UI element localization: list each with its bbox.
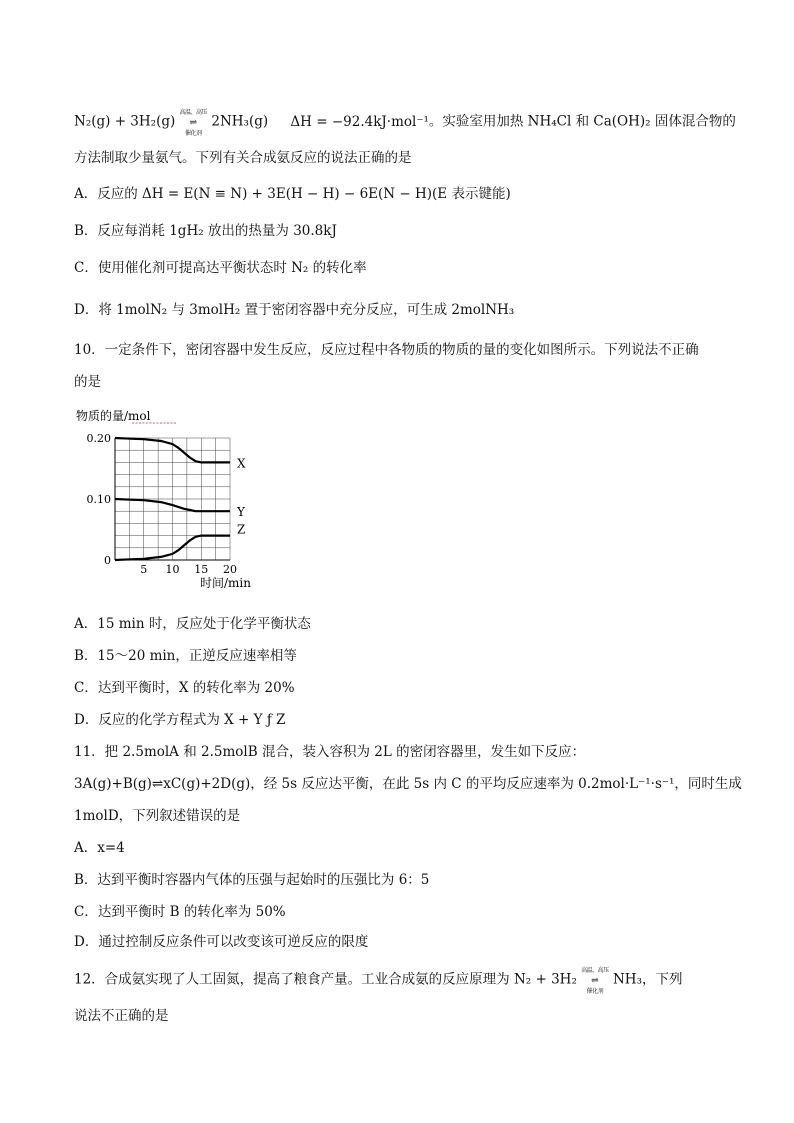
x-tick-label: 5	[140, 563, 148, 576]
q9-option-b: B．反应每消耗 1gH₂ 放出的热量为 30.8kJ	[74, 223, 337, 239]
x-tick-label: 15	[194, 563, 209, 576]
q11-option-c: C．达到平衡时 B 的转化率为 50%	[74, 904, 286, 920]
x-tick-label: 10	[165, 563, 180, 576]
arrow-condition-bottom: 催化剂	[586, 988, 604, 995]
q12-stem-line1	[74, 964, 682, 996]
y-tick-label: 0.10	[86, 493, 111, 506]
series-label-z: Z	[237, 522, 246, 537]
reversible-arrow	[180, 106, 208, 138]
q12-stem-start: 12．合成氨实现了人工固氮，提高了粮食产量。工业合成氨的反应原理为 N₂ + 3H₂	[74, 971, 577, 988]
q9-option-d: D．将 1molN₂ 与 3molH₂ 置于密闭容器中充分反应，可生成 2molNH₃	[74, 302, 515, 318]
chart-xlabel: 时间/min	[200, 576, 251, 590]
series-label-y: Y	[237, 505, 245, 520]
q9-eq-right: 2NH₃(g)	[211, 113, 269, 130]
q9-stem-cont: 。实验室用加热 NH₄Cl 和 Ca(OH)₂ 固体混合物的	[428, 113, 736, 130]
q11-stem-line1: 11．把 2.5molA 和 2.5molB 混合，装入容积为 2L 的密闭容器里，发生如下反应：	[74, 744, 586, 760]
q9-option-c: C．使用催化剂可提高达平衡状态时 N₂ 的转化率	[74, 260, 367, 276]
q10-option-c: C．达到平衡时，X 的转化率为 20%	[74, 680, 295, 696]
arrow-condition-top: 高温、高压	[581, 967, 609, 974]
q11-stem-line3: 1molD，下列叙述错误的是	[74, 808, 241, 824]
q9-eq-left: N₂(g) + 3H₂(g)	[74, 113, 176, 130]
chart-svg	[70, 405, 270, 595]
q11-option-a: A．x=4	[74, 840, 125, 856]
y-tick-label: 0	[104, 554, 111, 567]
q11-stem-line2: 3A(g)+B(g)⇌xC(g)+2D(g)，经 5s 反应达平衡，在此 5s 内 C 的平均反应速率为 0.2mol·L⁻¹·s⁻¹，同时生成	[74, 776, 742, 792]
arrow-condition-top: 高温、高压	[179, 109, 208, 116]
q10-option-d: D．反应的化学方程式为 X + Y ƒ Z	[74, 712, 286, 728]
y-tick-label: 0.20	[86, 432, 111, 445]
reversible-arrow	[581, 964, 609, 996]
q10-option-b: B．15～20 min，正逆反应速率相等	[74, 648, 297, 664]
equilibrium-arrow-icon: ⇌	[591, 976, 599, 986]
q11-option-b: B．达到平衡时容器内气体的压强与起始时的压强比为 6：5	[74, 872, 430, 888]
arrow-condition-bottom: 催化剂	[185, 130, 202, 137]
q9-option-a: A．反应的 ΔH = E(N ≡ N) + 3E(H − H) − 6E(N − H)(E 表示键能)	[74, 186, 511, 202]
equilibrium-arrow-icon: ⇌	[189, 118, 198, 128]
q10-stem-line2: 的是	[74, 374, 101, 390]
q9-equation-line	[74, 106, 736, 138]
q9-stem-line2: 方法制取少量氨气。下列有关合成氨反应的说法正确的是	[74, 150, 412, 166]
q10-option-a: A．15 min 时，反应处于化学平衡状态	[74, 616, 311, 632]
q11-option-d: D．通过控制反应条件可以改变该可逆反应的限度	[74, 934, 369, 950]
q12-stem-end: NH₃，下列	[612, 971, 683, 988]
chart-ylabel: 物质的量/mol	[76, 409, 151, 423]
q9-delta-h: ΔH = −92.4kJ·mol⁻¹	[290, 113, 429, 130]
series-label-x: X	[237, 456, 246, 471]
amount-vs-time-chart	[70, 405, 270, 595]
q10-stem-line1: 10．一定条件下，密闭容器中发生反应，反应过程中各物质的物质的量的变化如图所示。下列说法不正确	[74, 342, 699, 358]
chart-ticks	[87, 432, 238, 576]
x-tick-label: 20	[223, 563, 237, 576]
q12-stem-line2: 说法不正确的是	[74, 1008, 169, 1024]
